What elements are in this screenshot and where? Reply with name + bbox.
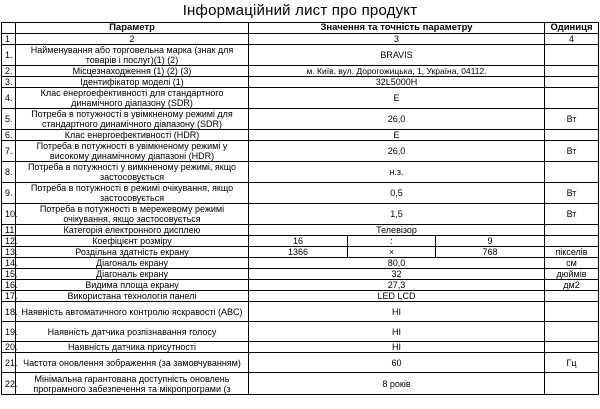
row-value: 3 [249,34,545,45]
row-parameter: Коефіцієнт розміру [16,236,249,247]
row-value: 32L5000H [249,77,545,88]
row-unit [545,291,599,302]
table-row [2,225,599,236]
row-number: 5. [2,109,16,130]
row-unit: Вт [545,141,599,162]
row-unit: дюймів [545,269,599,280]
row-parameter: Використана технологія панелі [16,291,249,302]
header-value: Значення та точність параметру [249,23,545,34]
row-value: НІ [249,302,545,322]
row-value: Телевізор [249,225,545,236]
row-unit [545,77,599,88]
row-unit [545,130,599,141]
table-row [2,258,599,269]
row-parameter: Найменування або торговельна марка (знак для товарів і послуг)(1) (2) [16,45,249,66]
row-number: 17. [2,291,16,302]
row-value: 26,0 [249,141,545,162]
table-row [2,247,599,258]
row-number: 16. [2,280,16,291]
row-number: 11. [2,225,16,236]
row-parameter: Наявність датчика розпізнавання голосу [16,322,249,342]
page-title: Інформаційний лист про продукт [182,2,418,19]
row-unit [545,162,599,183]
row-value-separator: × [348,247,436,258]
row-unit: пікселів [545,247,599,258]
row-unit [545,236,599,247]
row-unit [545,322,599,342]
row-parameter: Місцезнаходження (1) (2) (3) [16,66,249,77]
row-number: 8. [2,162,16,183]
row-value: 80,0 [249,258,545,269]
row-number: 9. [2,183,16,204]
row-number: 18. [2,302,16,322]
table-row [2,353,599,373]
table-row [2,66,599,77]
row-number: 3. [2,77,16,88]
row-value-left: 16 [249,236,348,247]
row-parameter: Ідентифікатор моделі (1) [16,77,249,88]
table-row [2,88,599,109]
row-number: 1. [2,45,16,66]
row-value-right: 9 [436,236,545,247]
row-unit: Гц [545,353,599,373]
row-value: 26,0 [249,109,545,130]
row-parameter: Наявність датчика присутності [16,342,249,353]
row-parameter: 2 [16,34,249,45]
row-number: 10. [2,204,16,225]
row-value: м. Київ, вул. Дорогожицька, 1, Україна, 04112. [249,66,545,77]
row-parameter: Мінімальна гарантована доступність оновлень програмного забезпечення та мікропрограми (з [16,373,249,395]
table-row [2,45,599,66]
row-parameter: Клас енергоефективності для стандартного динамічного діапазону (SDR) [16,88,249,109]
row-value-left: 1366 [249,247,348,258]
table-row [2,302,599,322]
row-unit: Вт [545,204,599,225]
row-value: НІ [249,322,545,342]
row-unit [545,66,599,77]
row-parameter: Діагональ екрану [16,269,249,280]
row-unit: 4 [545,34,599,45]
table-row [2,77,599,88]
row-number: 12. [2,236,16,247]
row-value: 1,5 [249,204,545,225]
row-parameter: Частота оновлення зображення (за замовчуванням) [16,353,249,373]
row-number: 21. [2,353,16,373]
table-header-row [2,23,599,34]
row-value: 8 років [249,373,545,395]
row-number: 14. [2,258,16,269]
row-number: 15. [2,269,16,280]
row-parameter: Потреба в потужності у вимкненому режимі, якщо застосовується [16,162,249,183]
table-row [2,183,599,204]
row-unit: см [545,258,599,269]
row-value: LED LCD [249,291,545,302]
row-value: BRAVIS [249,45,545,66]
row-parameter: Клас енергоефективності (HDR) [16,130,249,141]
row-value: E [249,88,545,109]
row-unit [545,373,599,395]
row-value: н.з. [249,162,545,183]
row-number: 7. [2,141,16,162]
row-value-right: 768 [436,247,545,258]
row-value: НІ [249,342,545,353]
row-unit: Вт [545,183,599,204]
table-row [2,280,599,291]
row-parameter: Потреба в потужності в увімкненому режимі у високому динамічному діапазоні (HDR) [16,141,249,162]
table-row [2,162,599,183]
table-row [2,291,599,302]
table-row [2,236,599,247]
row-unit [545,45,599,66]
row-value: E [249,130,545,141]
header-parameter: Параметр [16,23,249,34]
row-number: 13. [2,247,16,258]
row-unit: дм2 [545,280,599,291]
table-row [2,109,599,130]
row-number: 19. [2,322,16,342]
row-number: 1 [2,34,16,45]
table-row [2,342,599,353]
row-parameter: Потреба в потужності в мережевому режимі очікування, якщо застосовується [16,204,249,225]
table-row [2,373,599,395]
row-unit [545,342,599,353]
row-value-separator: : [348,236,436,247]
table-row [2,34,599,45]
header-unit: Одиниця [545,23,599,34]
row-unit [545,88,599,109]
row-unit [545,302,599,322]
row-unit: Вт [545,109,599,130]
row-value: 60 [249,353,545,373]
row-value: 32 [249,269,545,280]
row-parameter: Потреба в потужності в режимі очікування, якщо застосовується [16,183,249,204]
table-row [2,269,599,280]
row-value: 0,5 [249,183,545,204]
row-parameter: Видима площа екрану [16,280,249,291]
row-parameter: Потреба в потужності в увімкненому режимі для стандартного динамічного діапазону (SDR) [16,109,249,130]
row-parameter: Наявність автоматичного контролю яскравості (ABC) [16,302,249,322]
row-unit [545,225,599,236]
row-parameter: Діагональ екрану [16,258,249,269]
row-value: 27,3 [249,280,545,291]
header-number [2,23,16,34]
row-number: 2. [2,66,16,77]
table-row [2,141,599,162]
table-row [2,322,599,342]
row-number: 20. [2,342,16,353]
table-row [2,204,599,225]
row-parameter: Категорія електронного дисплею [16,225,249,236]
row-parameter: Роздільна здатність екрану [16,247,249,258]
row-number: 6. [2,130,16,141]
row-number: 22. [2,373,16,395]
row-number: 4. [2,88,16,109]
product-info-table [1,22,599,395]
table-row [2,130,599,141]
